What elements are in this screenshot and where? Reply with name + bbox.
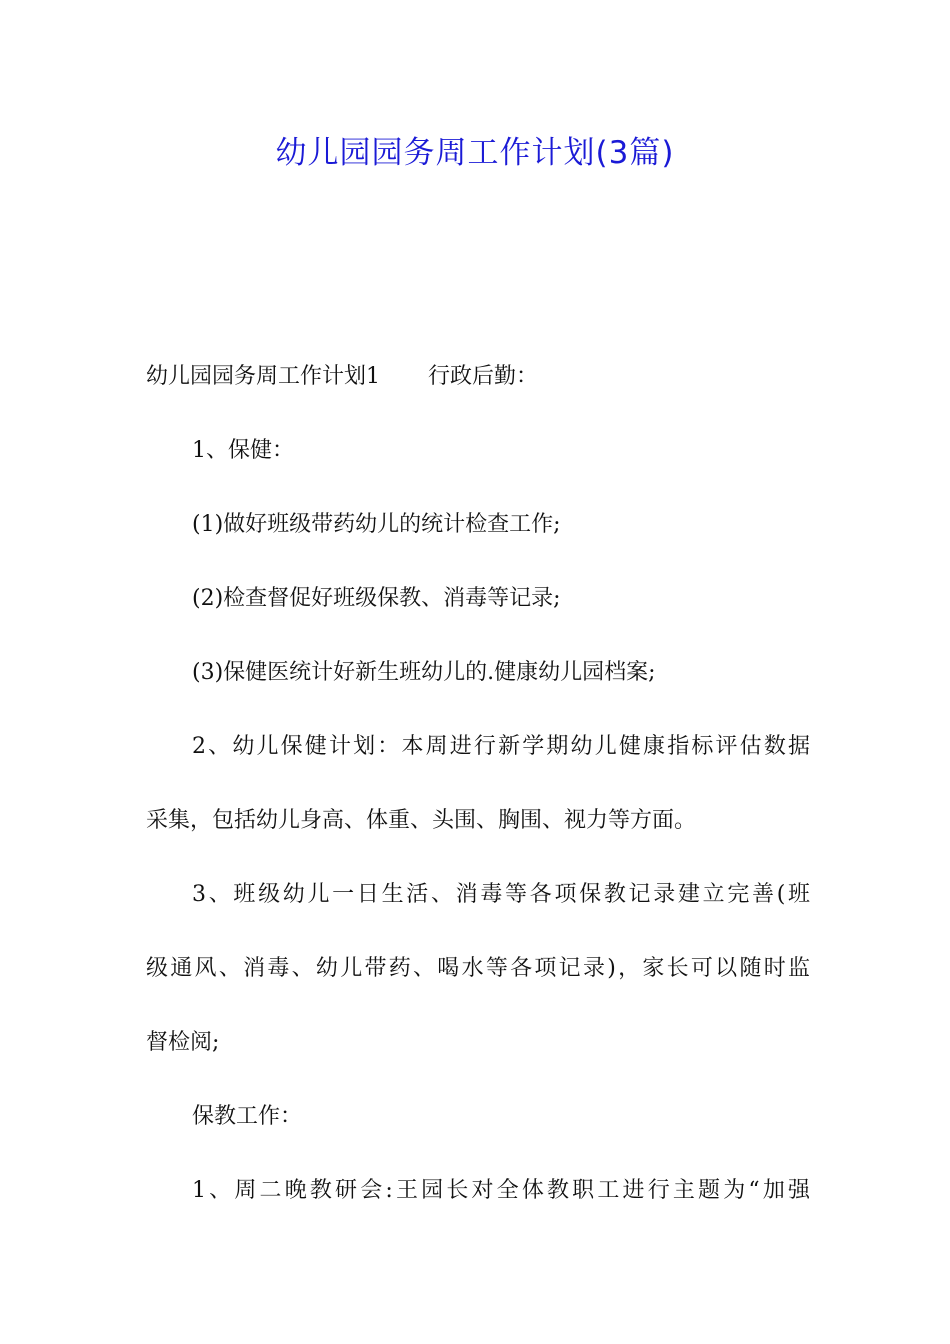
paragraph-line: 级通风、消毒、幼儿带药、喝水等各项记录)，家长可以随时监 — [146, 956, 810, 981]
paragraph-line: (1)做好班级带药幼儿的统计检查工作; — [192, 512, 561, 537]
paragraph-line: (2)检查督促好班级保教、消毒等记录; — [192, 586, 561, 611]
paragraph-line: 采集，包括幼儿身高、体重、头围、胸围、视力等方面。 — [146, 808, 697, 833]
paragraph-line: 督检阅; — [146, 1030, 220, 1055]
document-body — [146, 340, 810, 1228]
paragraph-line: 2、幼儿保健计划：本周进行新学期幼儿健康指标评估数据 — [192, 734, 810, 759]
section-heading-line — [146, 340, 810, 414]
paragraph-line: 1、周二晚教研会:王园长对全体教职工进行主题为“加强 — [192, 1178, 810, 1203]
paragraph-line: 保教工作： — [192, 1104, 303, 1129]
paragraph-line: 1、保健： — [192, 438, 294, 463]
paragraph-line: 3、班级幼儿一日生活、消毒等各项保教记录建立完善(班 — [192, 882, 810, 907]
subsection-heading: 行政后勤： — [428, 364, 539, 389]
section-heading: 幼儿园园务周工作计划1 — [146, 364, 380, 389]
paragraph-line: (3)保健医统计好新生班幼儿的.健康幼儿园档案; — [192, 660, 656, 685]
document-title: 幼儿园园务周工作计划(3篇) — [275, 135, 675, 171]
